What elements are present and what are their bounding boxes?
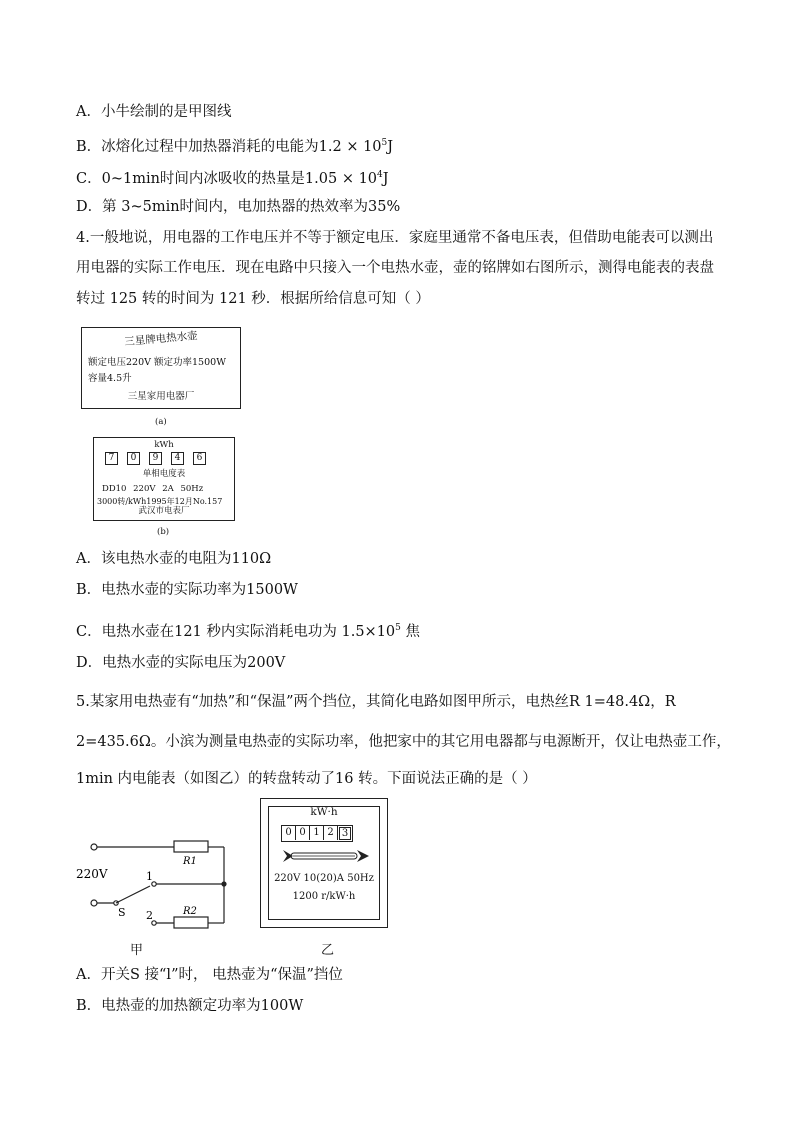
r2-label: R2 — [183, 906, 197, 917]
meter-rotor-disc-icon — [283, 849, 369, 863]
q5-option-b: B．电热壶的加热额定功率为100W — [76, 998, 304, 1014]
q4-stem-line3: 转过 125 转的时间为 121 秒．根据所给信息可知（ ） — [76, 291, 430, 307]
nameplate-line2: 容量4.5升 — [88, 373, 132, 384]
q4-option-a: A．该电热水壶的电阻为110Ω — [76, 551, 272, 567]
q3-option-c — [76, 165, 389, 189]
q3-option-c-unit: J — [382, 171, 389, 187]
meter-b-digit: 4 — [171, 452, 184, 465]
figure-yi-caption: 乙 — [321, 943, 335, 958]
energy-meter-figure-b — [93, 437, 235, 521]
q3-option-c-exp: 4 — [377, 170, 383, 180]
switch-pos-2: 2 — [146, 909, 153, 922]
meter-yi-digit: 0 — [282, 826, 296, 840]
meter-yi-digit: 1 — [310, 826, 324, 840]
q3-option-a: A．小牛绘制的是甲图线 — [76, 104, 232, 120]
meter-b-maker: 武汉市电表厂 — [138, 506, 190, 516]
meter-b-rev: 3000转/kWh1995年12月No.157 — [97, 497, 223, 506]
meter-yi-digit: 0 — [296, 826, 310, 840]
q4-stem-line2: 用电器的实际工作电压．现在电路中只接入一个电热水壶，壶的铭牌如右图所示，测得电能表的表盘 — [76, 260, 714, 276]
q5-stem-line3: 1min 内电能表（如图乙）的转盘转动了16 转。下面说法正确的是（ ） — [76, 771, 537, 787]
q4-option-d: D．电热水壶的实际电压为200V — [76, 655, 286, 671]
figure-jia-caption: 甲 — [130, 943, 144, 958]
energy-meter-figure-yi — [260, 798, 388, 928]
q5-option-a: A．开关S 接“l”时， 电热壶为“保温”挡位 — [76, 967, 343, 983]
nameplate-line3: 三星家用电器厂 — [127, 391, 195, 402]
q3-option-b-exp: 5 — [381, 138, 388, 148]
meter-yi-digit: 3 — [339, 827, 351, 840]
q5-stem-line1: 5.某家用电热壶有“加热”和“保温”两个挡位，其简化电路如图甲所示，电热丝R 1=48.4Ω，R — [76, 694, 676, 710]
q4-stem-line1: 4.一般地说，用电器的工作电压并不等于额定电压．家庭里通常不备电压表，但借助电能表可以测出 — [76, 230, 714, 246]
meter-b-digit: 9 — [149, 452, 162, 465]
switch-pos-1: 1 — [146, 870, 153, 883]
meter-yi-unit: kW·h — [310, 806, 338, 818]
q3-option-b-unit: J — [387, 139, 394, 155]
meter-b-name: 单相电度表 — [142, 469, 186, 479]
meter-b-unit: kWh — [154, 440, 174, 450]
r1-label: R1 — [183, 856, 197, 867]
q3-option-c-text: C．0~1min时间内冰吸收的热量是1.05 × 10 — [76, 171, 378, 187]
q4-option-c-text: C．电热水壶在121 秒内实际消耗电功为 1.5×10 — [76, 624, 396, 640]
q4-option-c — [76, 618, 420, 642]
meter-yi-specs: 220V 10(20)A 50Hz — [274, 873, 374, 884]
meter-b-digit: 0 — [127, 452, 140, 465]
q3-option-b-text: B．冰熔化过程中加热器消耗的电能为1.2 × 10 — [76, 139, 382, 155]
meter-b-digit: 7 — [105, 452, 118, 465]
nameplate-title: 三星牌电热水壶 — [123, 329, 199, 349]
meter-yi-inner-frame — [268, 806, 380, 920]
figure-b-caption: (b) — [157, 527, 170, 537]
voltage-label: 220V — [76, 867, 108, 881]
q3-option-b — [76, 133, 393, 157]
nameplate-line1: 额定电压220V 额定功率1500W — [88, 357, 226, 368]
q4-option-c-unit: 焦 — [400, 624, 420, 640]
figure-a-caption: (a) — [155, 417, 167, 427]
circuit-diagram — [70, 820, 240, 945]
meter-yi-digit: 2 — [324, 826, 338, 840]
meter-b-digit: 6 — [193, 452, 206, 465]
meter-yi-rev: 1200 r/kW·h — [292, 891, 356, 902]
q4-option-c-exp: 5 — [395, 623, 401, 633]
meter-b-digits — [105, 452, 206, 465]
switch-label: S — [118, 906, 126, 919]
meter-b-specs: DD10 220V 2A 50Hz — [102, 484, 204, 494]
q4-option-b: B．电热水壶的实际功率为1500W — [76, 582, 298, 598]
q3-option-d: D．第 3~5min时间内，电加热器的热效率为35% — [76, 199, 401, 215]
meter-yi-digits — [281, 825, 353, 842]
kettle-nameplate-figure — [81, 327, 241, 409]
q5-stem-line2: 2=435.6Ω。小滨为测量电热壶的实际功率，他把家中的其它用电器都与电源断开，仅让电热壶工作， — [76, 734, 731, 750]
